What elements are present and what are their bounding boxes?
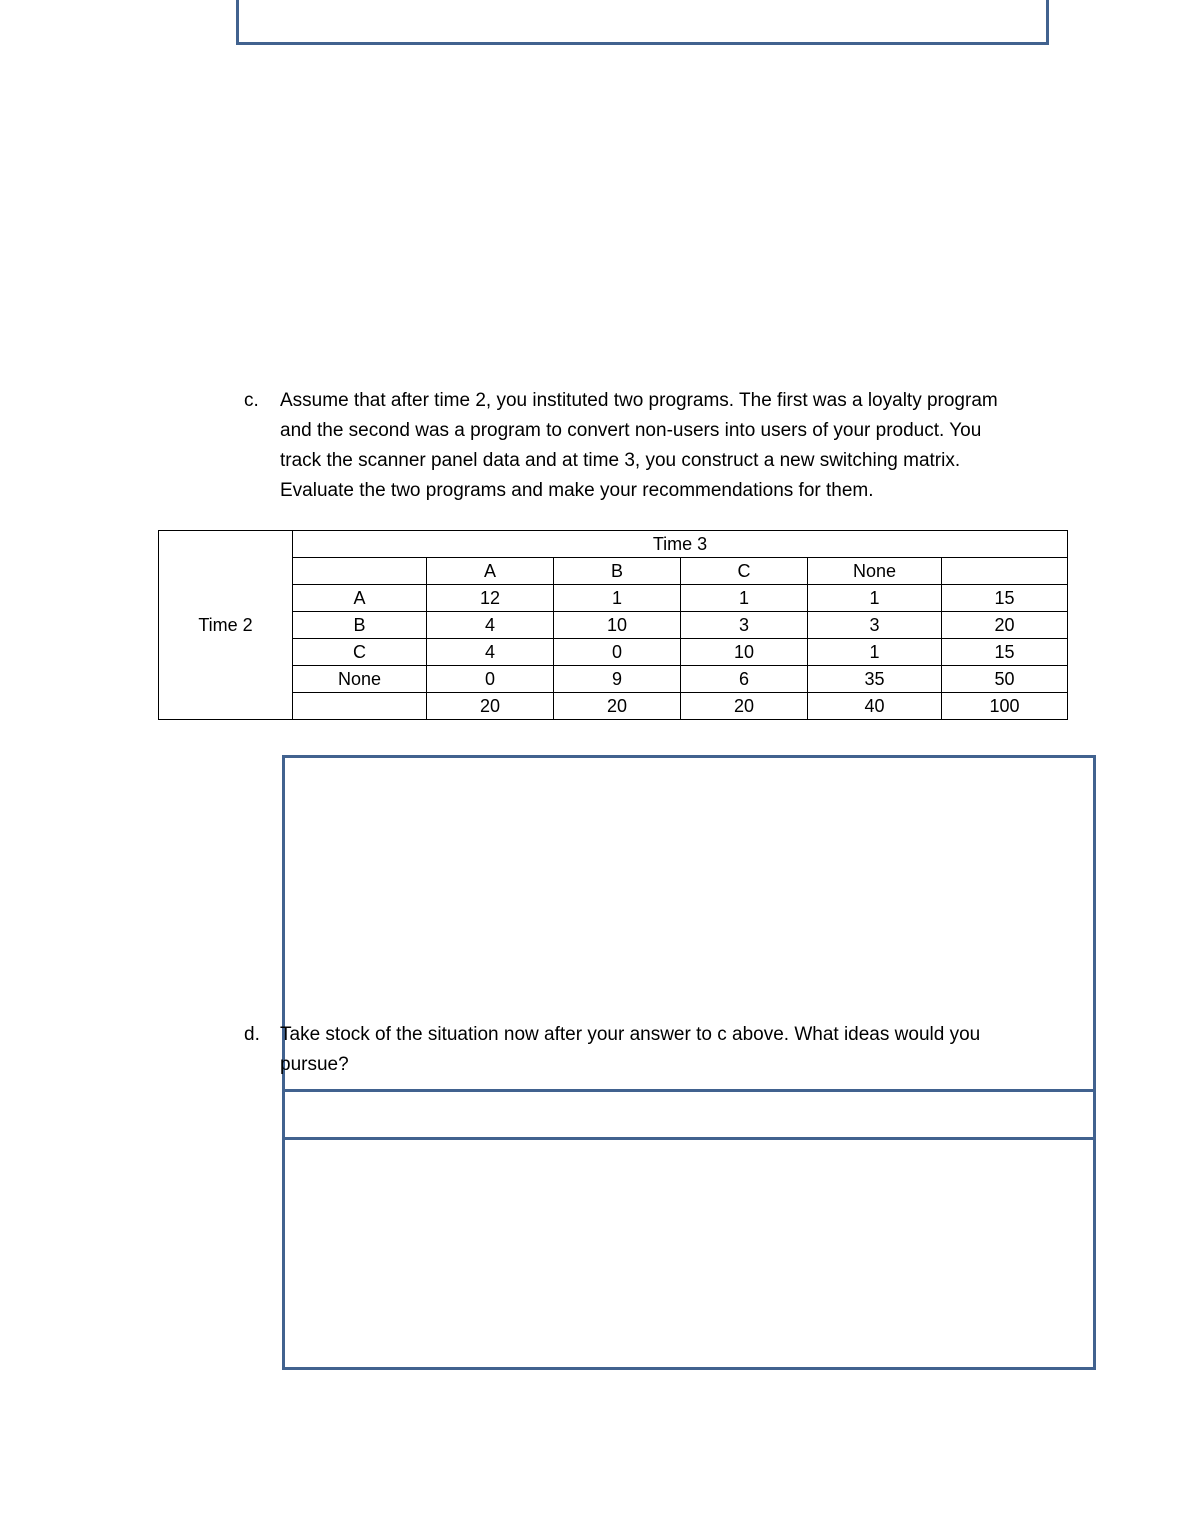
total-cell: 100 [942, 693, 1068, 720]
matrix-row [159, 612, 1068, 639]
cell: 10 [681, 639, 808, 666]
total-cell: 40 [808, 693, 942, 720]
col-axis-label: Time 3 [293, 531, 1068, 558]
cell: 20 [942, 612, 1068, 639]
cell: 0 [427, 666, 554, 693]
header-cell: None [808, 558, 942, 585]
cell: 50 [942, 666, 1068, 693]
total-cell: 20 [554, 693, 681, 720]
switching-matrix [158, 530, 1068, 720]
question-d-text [280, 1020, 980, 1080]
total-cell: 20 [427, 693, 554, 720]
cell: 35 [808, 666, 942, 693]
question-d-label: d. [244, 1024, 260, 1045]
header-cell [293, 558, 427, 585]
row-label: None [293, 666, 427, 693]
cell: 3 [681, 612, 808, 639]
cell: 3 [808, 612, 942, 639]
row-label: A [293, 585, 427, 612]
question-c-line: and the second was a program to convert non-users into users of your product. You [280, 420, 982, 441]
question-c-line: track the scanner panel data and at time 3, you construct a new switching matrix. [280, 450, 961, 471]
cell: 1 [808, 639, 942, 666]
question-c-line: Assume that after time 2, you instituted two programs. The first was a loyalty program [280, 390, 998, 411]
cell: 10 [554, 612, 681, 639]
header-cell: C [681, 558, 808, 585]
cell: 9 [554, 666, 681, 693]
matrix-row [159, 585, 1068, 612]
cell: 4 [427, 612, 554, 639]
question-c-line: Evaluate the two programs and make your recommendations for them. [280, 480, 874, 501]
header-cell: A [427, 558, 554, 585]
cell: 1 [808, 585, 942, 612]
cell: 1 [554, 585, 681, 612]
question-c-text [280, 386, 998, 506]
answer-box-d-top[interactable] [282, 1089, 1096, 1140]
answer-box-b[interactable] [236, 0, 1049, 45]
matrix-title-row [159, 531, 1068, 558]
cell: 1 [681, 585, 808, 612]
row-label: B [293, 612, 427, 639]
header-cell: B [554, 558, 681, 585]
total-cell: 20 [681, 693, 808, 720]
row-label: C [293, 639, 427, 666]
question-d-line: pursue? [280, 1054, 349, 1075]
question-d-line: Take stock of the situation now after your answer to c above. What ideas would you [280, 1024, 981, 1045]
row-axis-label: Time 2 [159, 531, 293, 720]
question-c-label: c. [244, 390, 259, 411]
answer-box-d[interactable] [282, 1137, 1096, 1370]
matrix-header-row [159, 558, 1068, 585]
cell: 4 [427, 639, 554, 666]
header-cell [942, 558, 1068, 585]
matrix-row [159, 666, 1068, 693]
matrix-row [159, 639, 1068, 666]
cell: 15 [942, 585, 1068, 612]
cell: 6 [681, 666, 808, 693]
row-label [293, 693, 427, 720]
cell: 0 [554, 639, 681, 666]
cell: 12 [427, 585, 554, 612]
matrix-totals-row [159, 693, 1068, 720]
cell: 15 [942, 639, 1068, 666]
